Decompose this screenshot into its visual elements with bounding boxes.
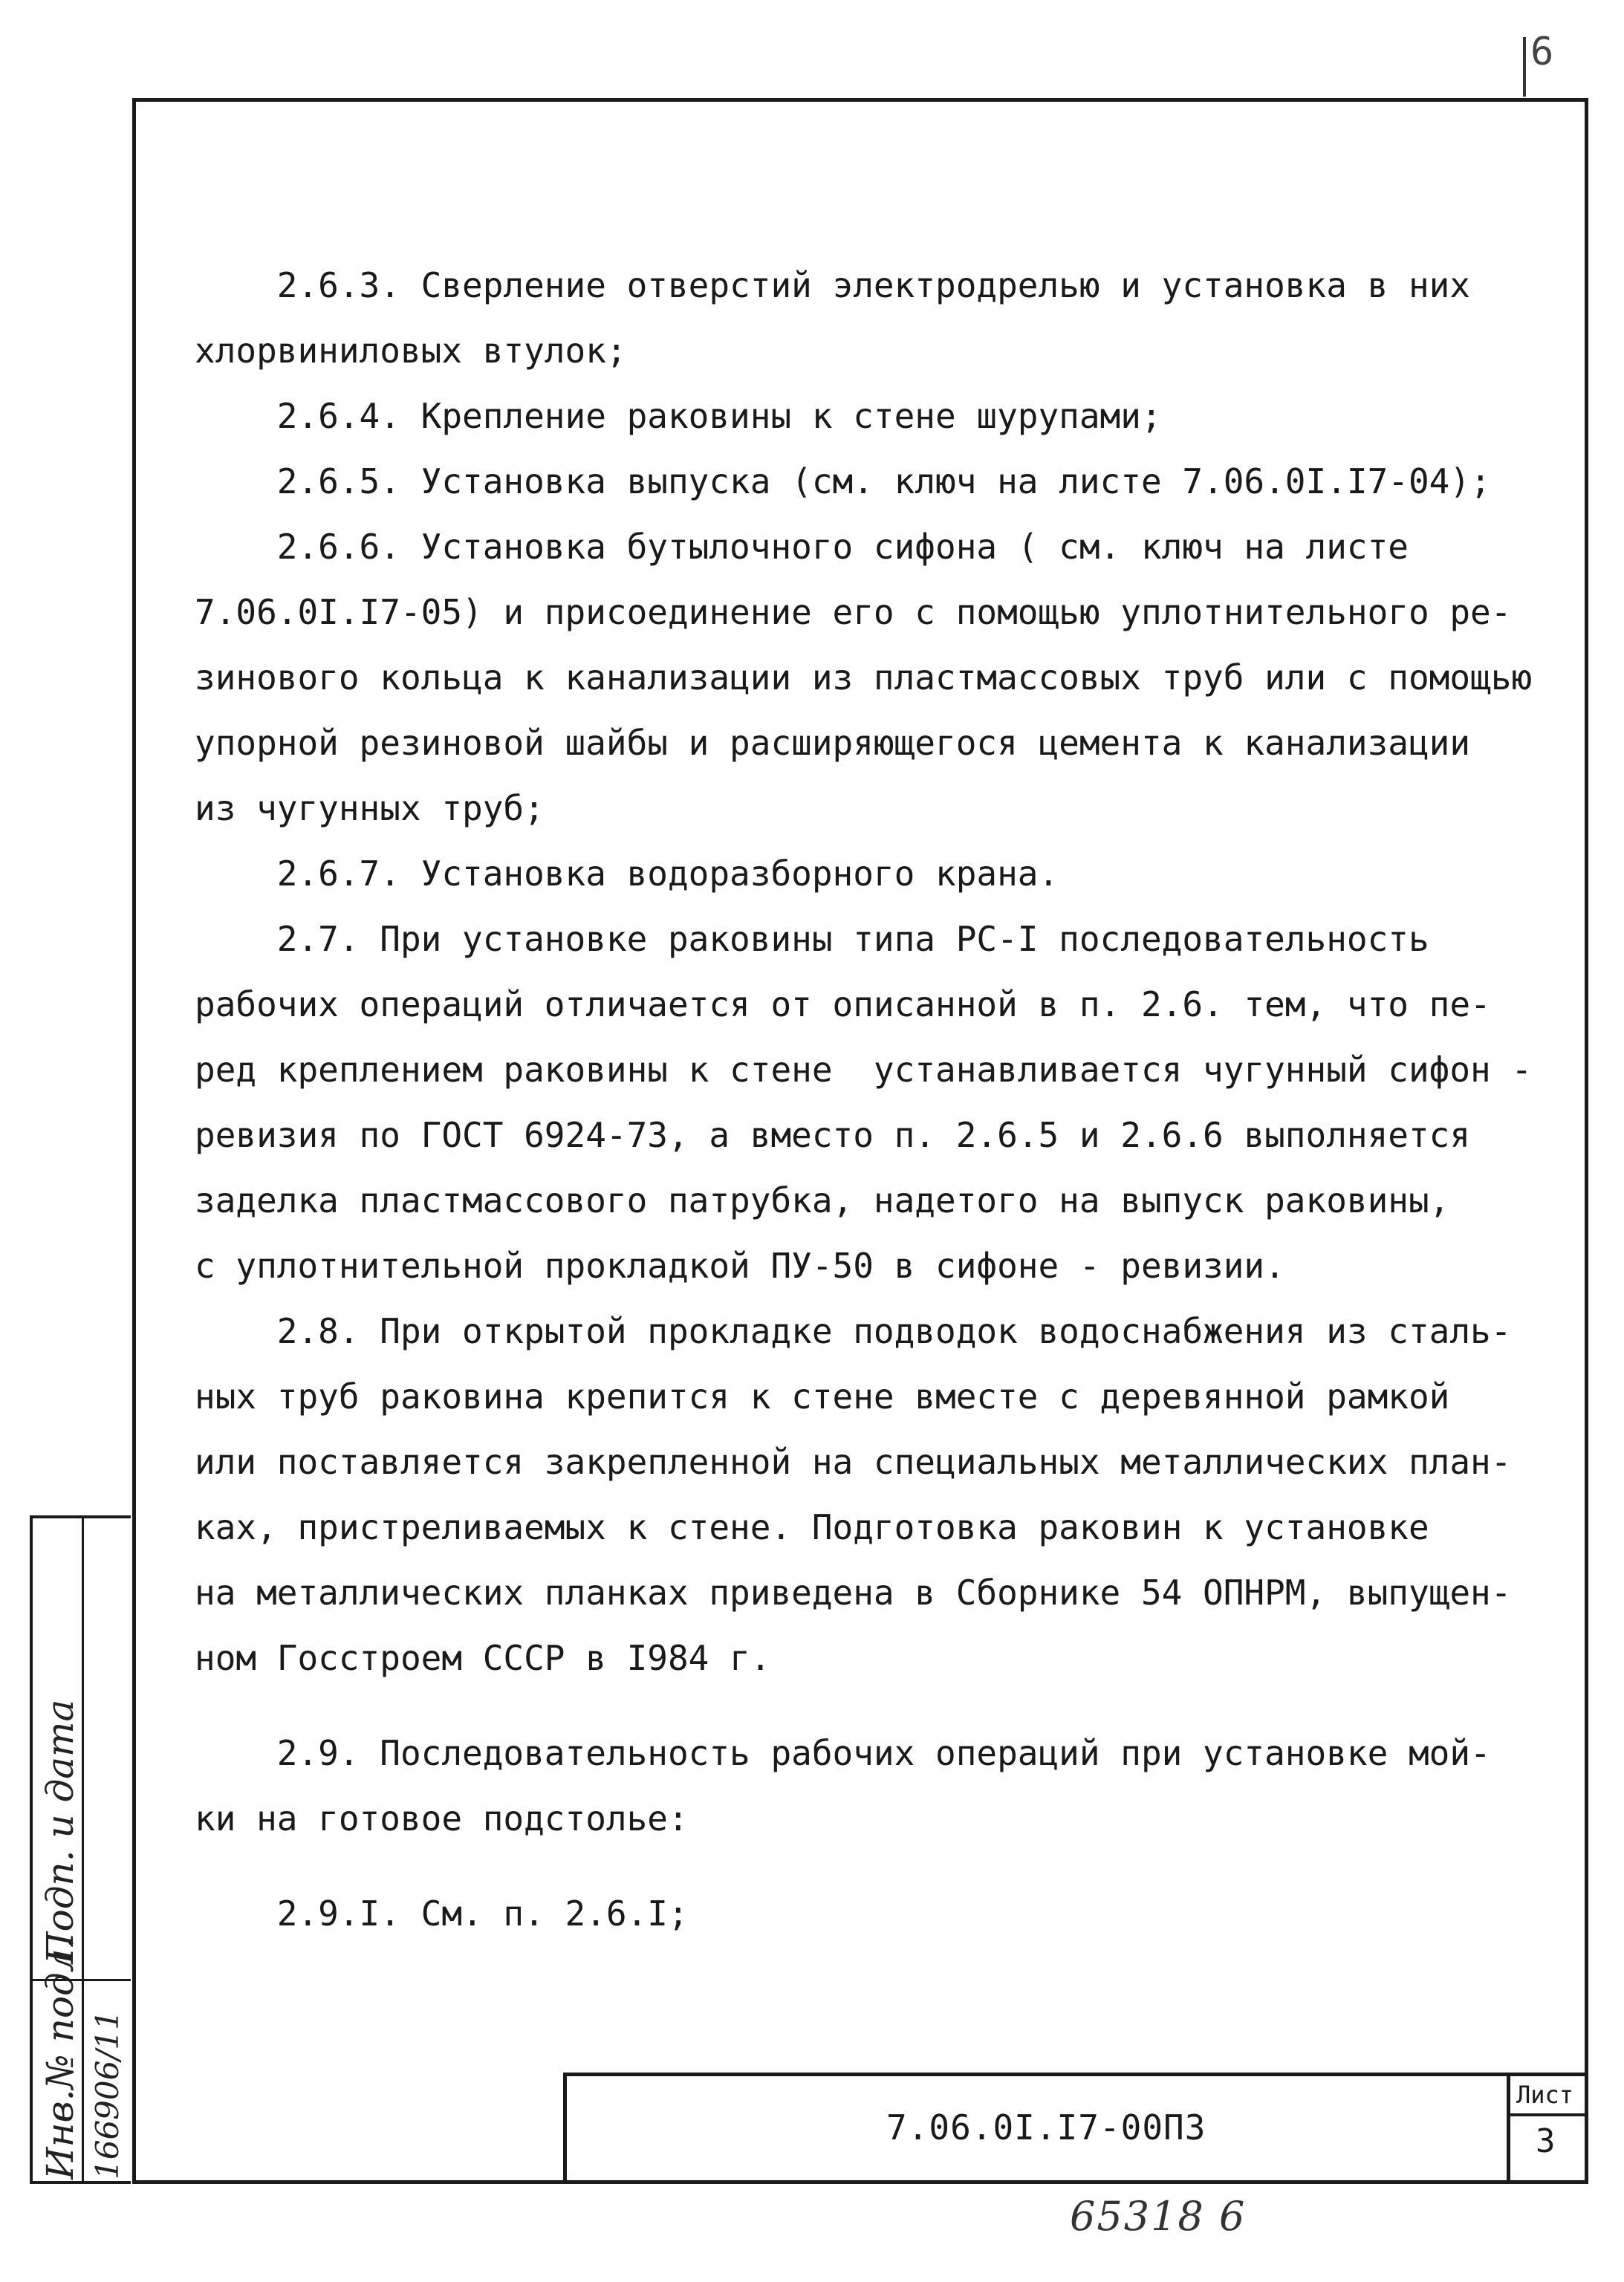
text-line: хлорвиниловых втулок; [195,331,627,371]
text-line: 2.6.6. Установка бутылочного сифона ( см. ключ на листе [195,527,1409,567]
title-block [563,2073,1588,2184]
text-line: 2.6.3. Сверление отверстий электродрелью и установка в них [195,265,1471,305]
text-line: 2.6.4. Крепление раковины к стене шурупами; [195,396,1162,436]
text-line: на металлических планках приведена в Сборнике 54 ОПНРМ, выпущен- [195,1573,1512,1613]
text-line: из чугунных труб; [195,788,545,828]
text-line: ках, пристреливаемых к стене. Подготовка раковин к установке [195,1507,1429,1547]
text-line: 2.6.7. Установка водоразборного крана. [195,854,1059,894]
text-line: упорной резиновой шайбы и расширяющегося цемента к канализации [195,723,1471,763]
text-line: с уплотнительной прокладкой ПУ-50 в сифоне - ревизии. [195,1246,1285,1286]
paragraph-gap [195,1691,1554,1720]
text-line: зинового кольца к канализации из пластмассовых труб или с помощью [195,657,1533,698]
sheet-number: 3 [1536,2122,1556,2160]
signature-date-label: Подп. и дата [39,1699,82,1964]
text-line: ки на готовое подстолье: [195,1798,689,1839]
text-line: 2.9.I. См. п. 2.6.I; [195,1893,689,1934]
text-line: ред креплением раковины к стене устанавливается чугунный сифон - [195,1050,1533,1090]
text-line: ных труб раковина крепится к стене вместе с деревянной рамкой [195,1376,1450,1417]
inventory-number-value: 166906/11 [89,2010,126,2179]
document-body [195,253,1554,1946]
paragraph-gap [195,1851,1554,1881]
handwritten-note: 65318 6 [1070,2193,1247,2240]
text-line: рабочих операций отличается от описанной в п. 2.6. тем, что пе- [195,984,1491,1024]
text-line: 7.06.0I.I7-05) и присоединение его с помощью уплотнительного ре- [195,592,1512,632]
sheet-divider [1510,2113,1588,2116]
sheet-label: Лист [1516,2081,1574,2109]
corner-page-mark: 6 [1530,30,1554,74]
text-line: 2.6.5. Установка выпуска (см. ключ на листе 7.06.0I.I7-04); [195,461,1491,501]
text-line: 2.7. При установке раковины типа РС-I последовательность [195,919,1429,959]
text-line: 2.8. При открытой прокладке подводок водоснабжения из сталь- [195,1311,1512,1351]
side-stamp [30,1515,131,2184]
text-line: заделка пластмассового патрубка, надетого на выпуск раковины, [195,1180,1450,1220]
text-line: ревизия по ГОСТ 6924-73, а вместо п. 2.6.5 и 2.6.6 выполняется [195,1115,1471,1155]
document-code: 7.06.0I.I7-00ПЗ [886,2107,1206,2148]
inventory-number-label: Инв.№ подл. [39,1937,82,2179]
corner-tick-mark [1523,37,1526,97]
text-line: 2.9. Последовательность рабочих операций при установке мой- [195,1733,1491,1773]
text-line: или поставляется закрепленной на специальных металлических план- [195,1442,1512,1482]
text-line: ном Госстроем СССР в I984 г. [195,1638,771,1678]
sheet-cell [1507,2076,1588,2184]
